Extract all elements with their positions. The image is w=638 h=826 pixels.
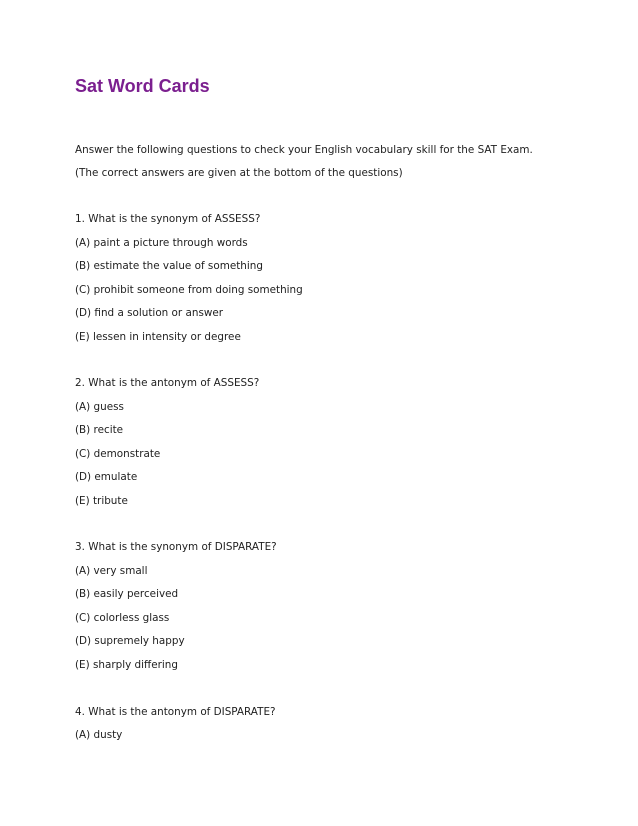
answers-note: (The correct answers are given at the bottom of the questions) (75, 167, 403, 179)
question-2-option-d: (D) emulate (75, 471, 138, 483)
question-1-option-d: (D) find a solution or answer (75, 307, 224, 319)
question-2-option-a: (A) guess (75, 401, 124, 413)
question-3-option-c: (C) colorless glass (75, 612, 170, 624)
question-3-option-a: (A) very small (75, 565, 148, 577)
question-2-option-b: (B) recite (75, 424, 124, 436)
question-1-option-b: (B) estimate the value of something (75, 260, 263, 272)
question-1-option-a: (A) paint a picture through words (75, 237, 248, 249)
question-2-option-e: (E) tribute (75, 495, 128, 507)
question-1-prompt: 1. What is the synonym of ASSESS? (75, 213, 261, 225)
question-3-option-b: (B) easily perceived (75, 588, 179, 600)
question-1-option-c: (C) prohibit someone from doing something (75, 284, 303, 296)
question-2-prompt: 2. What is the antonym of ASSESS? (75, 377, 260, 389)
document-title: Sat Word Cards (75, 76, 210, 96)
question-2-option-c: (C) demonstrate (75, 448, 161, 460)
question-4-option-a: (A) dusty (75, 729, 123, 741)
question-3-prompt: 3. What is the synonym of DISPARATE? (75, 541, 277, 553)
intro-text: Answer the following questions to check your English vocabulary skill for the SAT Exam. (75, 144, 533, 156)
question-1-option-e: (E) lessen in intensity or degree (75, 331, 241, 343)
question-4-prompt: 4. What is the antonym of DISPARATE? (75, 706, 276, 718)
question-3-option-d: (D) supremely happy (75, 635, 185, 647)
question-3-option-e: (E) sharply differing (75, 659, 178, 671)
